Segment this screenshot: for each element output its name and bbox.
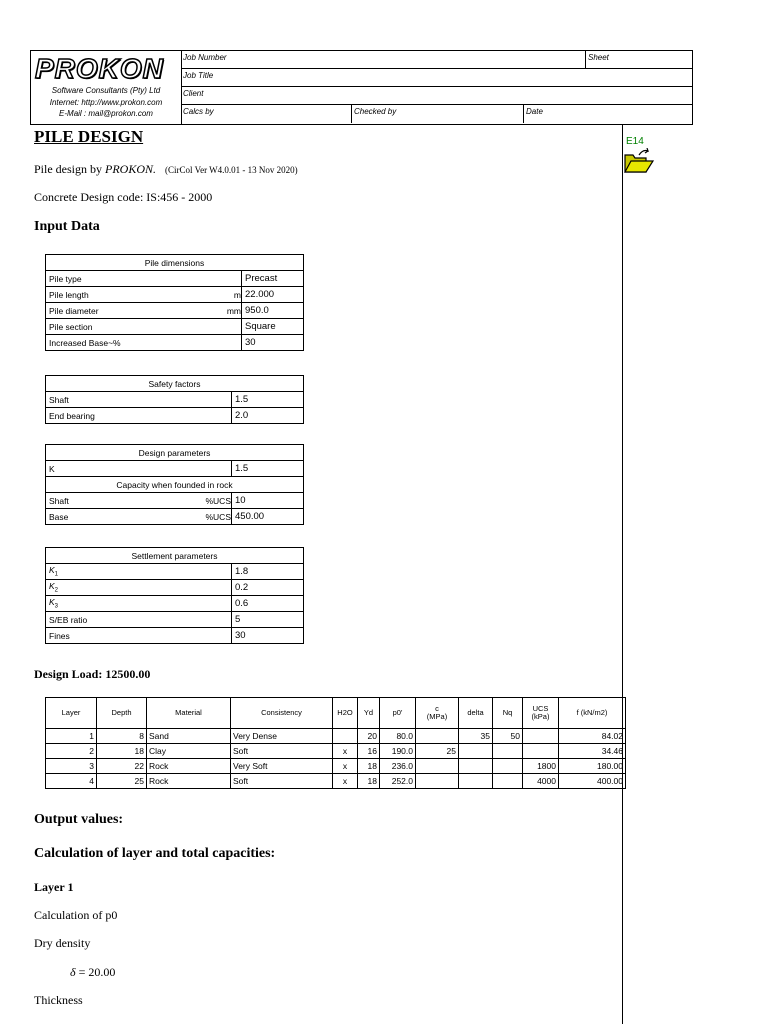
prokon-logo: PROKON	[35, 53, 164, 84]
safety-factors-table	[45, 375, 304, 424]
table-subtitle: Capacity when founded in rock	[46, 477, 304, 493]
calcs-row	[181, 105, 693, 123]
table-cell: 4	[46, 774, 97, 789]
table-row	[46, 729, 626, 744]
table-cell	[523, 744, 559, 759]
delta-equation	[70, 965, 115, 980]
table-cell: 16	[358, 744, 380, 759]
table-cell: 35	[459, 729, 493, 744]
row-value: 5	[232, 612, 304, 628]
k-letter: K	[49, 597, 55, 608]
row-value: 1.5	[232, 392, 304, 408]
row-value: 0.2	[232, 580, 304, 596]
table-cell	[459, 744, 493, 759]
row-label: Shaft	[46, 392, 232, 408]
row-label: Increased Base~%	[49, 337, 121, 348]
table-cell: 1	[46, 729, 97, 744]
table-cell: Very Dense	[231, 729, 333, 744]
delta-symbol: δ	[70, 965, 76, 979]
col-header: UCS (kPa)	[523, 698, 559, 729]
table-cell	[416, 759, 459, 774]
table-cell	[416, 729, 459, 744]
row-label: K	[46, 461, 232, 477]
table-cell: Soft	[231, 774, 333, 789]
row-label: Pile length	[49, 289, 89, 300]
row-unit: m	[233, 290, 241, 300]
job-number-row	[181, 51, 693, 69]
divider	[523, 105, 524, 123]
col-header: Depth	[97, 698, 147, 729]
col-header: f (kN/m2)	[559, 698, 626, 729]
table-cell: Clay	[147, 744, 231, 759]
row-label: Pile type	[49, 273, 82, 284]
row-label: End bearing	[46, 408, 232, 424]
table-title: Pile dimensions	[46, 255, 304, 271]
table-cell: 8	[97, 729, 147, 744]
row-value: 950.0	[242, 303, 304, 319]
table-cell: 84.02	[559, 729, 626, 744]
table-cell: Soft	[231, 744, 333, 759]
design-load: Design Load: 12500.00	[34, 667, 151, 681]
table-cell: 80.0	[380, 729, 416, 744]
row-label: Base	[49, 511, 69, 522]
table-row	[46, 580, 304, 596]
row-label	[46, 564, 232, 580]
table-row	[46, 759, 626, 774]
margin-top-line	[622, 124, 693, 125]
row-label: Fines	[46, 628, 232, 644]
table-cell: 50	[493, 729, 523, 744]
table-cell: 18	[358, 774, 380, 789]
table-row	[46, 461, 304, 477]
table-cell: 236.0	[380, 759, 416, 774]
company-name: Software Consultants (Pty) Ltd	[51, 86, 161, 95]
calculation-heading: Calculation of layer and total capacities:	[34, 846, 276, 861]
divider	[585, 51, 586, 69]
version-text: (CirCol Ver W4.0.01 - 13 Nov 2020)	[165, 165, 298, 175]
table-row	[46, 319, 304, 335]
row-value: 22.000	[242, 287, 304, 303]
table-cell: 25	[416, 744, 459, 759]
program-name: PROKON.	[105, 162, 156, 176]
table-cell: Rock	[147, 774, 231, 789]
divider	[351, 105, 352, 123]
row-value: 30	[232, 628, 304, 644]
table-row	[46, 628, 304, 644]
job-title-label: Job Title	[183, 71, 214, 80]
row-value: 2.0	[232, 408, 304, 424]
layer-1-heading: Layer 1	[34, 880, 74, 894]
table-cell: 34.46	[559, 744, 626, 759]
thickness-text: Thickness	[34, 993, 83, 1007]
table-cell: 180.00	[559, 759, 626, 774]
row-label: Shaft	[49, 495, 69, 506]
company-email: E-Mail : mail@prokon.com	[59, 109, 153, 118]
table-cell: 20	[358, 729, 380, 744]
row-value: 10	[232, 493, 304, 509]
table-cell: x	[333, 744, 358, 759]
table-cell	[523, 729, 559, 744]
row-label: Pile diameter	[49, 305, 99, 316]
table-row	[46, 335, 304, 351]
table-cell: 18	[97, 744, 147, 759]
row-unit: %UCS	[205, 512, 231, 522]
table-row	[46, 408, 304, 424]
k-letter: K	[49, 565, 55, 576]
right-margin-line	[622, 125, 623, 1024]
settlement-parameters-table	[45, 547, 304, 644]
dry-density-text: Dry density	[34, 936, 91, 950]
row-value: 30	[242, 335, 304, 351]
table-row	[46, 774, 626, 789]
row-label: Pile section	[49, 321, 93, 332]
table-cell: 22	[97, 759, 147, 774]
table-row	[46, 493, 304, 509]
col-header: delta	[459, 698, 493, 729]
row-unit: %UCS	[205, 496, 231, 506]
table-row	[46, 564, 304, 580]
open-folder-icon[interactable]	[624, 148, 654, 179]
design-parameters-table	[45, 444, 304, 525]
col-header: c (MPa)	[416, 698, 459, 729]
table-cell: x	[333, 759, 358, 774]
table-title: Design parameters	[46, 445, 304, 461]
client-label: Client	[183, 89, 204, 98]
soil-layers-table	[45, 697, 626, 789]
table-row	[46, 596, 304, 612]
k-subscript: 2	[54, 587, 59, 594]
calcs-by-label: Calcs by	[183, 107, 214, 116]
reference-code: E14	[626, 136, 644, 147]
table-cell: x	[333, 774, 358, 789]
sheet-label: Sheet	[588, 53, 609, 62]
col-header: H2O	[333, 698, 358, 729]
row-unit: mm	[226, 306, 241, 316]
col-header: Yd	[358, 698, 380, 729]
table-cell: 4000	[523, 774, 559, 789]
row-label: S/EB ratio	[46, 612, 232, 628]
table-row	[46, 509, 304, 525]
col-header: p0'	[380, 698, 416, 729]
delta-value: = 20.00	[75, 965, 116, 979]
k-letter: K	[49, 581, 55, 592]
table-cell: Rock	[147, 759, 231, 774]
intro-prefix: Pile design by	[34, 162, 105, 176]
client-row	[181, 87, 693, 105]
table-title: Settlement parameters	[46, 548, 304, 564]
table-header-row	[46, 698, 626, 729]
table-row	[46, 303, 304, 319]
row-value: 1.5	[232, 461, 304, 477]
table-cell	[333, 729, 358, 744]
row-label	[46, 596, 232, 612]
table-cell	[493, 759, 523, 774]
output-values-heading: Output values:	[34, 812, 124, 827]
table-cell: 25	[97, 774, 147, 789]
pile-dimensions-table	[45, 254, 304, 351]
table-row	[46, 271, 304, 287]
job-number-label: Job Number	[183, 53, 227, 62]
job-title-row	[181, 69, 693, 87]
soil-layers-body	[46, 729, 626, 789]
date-label: Date	[526, 107, 543, 116]
input-data-heading: Input Data	[34, 219, 100, 234]
table-cell	[459, 774, 493, 789]
table-cell: Very Soft	[231, 759, 333, 774]
table-cell: 400.00	[559, 774, 626, 789]
col-header: Material	[147, 698, 231, 729]
table-cell: 3	[46, 759, 97, 774]
row-value: 1.8	[232, 564, 304, 580]
col-header: Nq	[493, 698, 523, 729]
table-row	[46, 392, 304, 408]
intro-line	[34, 162, 298, 177]
table-cell: 252.0	[380, 774, 416, 789]
table-cell	[459, 759, 493, 774]
row-value: 0.6	[232, 596, 304, 612]
calc-p0-text: Calculation of p0	[34, 908, 118, 922]
table-cell	[493, 744, 523, 759]
design-code: Concrete Design code: IS:456 - 2000	[34, 190, 213, 204]
table-row	[46, 744, 626, 759]
col-header: Layer	[46, 698, 97, 729]
sheet-header	[30, 50, 693, 125]
checked-by-label: Checked by	[354, 107, 397, 116]
table-row	[46, 612, 304, 628]
table-title: Safety factors	[46, 376, 304, 392]
table-row	[46, 287, 304, 303]
table-cell	[493, 774, 523, 789]
row-label	[46, 580, 232, 596]
row-value: 450.00	[232, 509, 304, 525]
table-cell: Sand	[147, 729, 231, 744]
table-cell	[416, 774, 459, 789]
k-subscript: 3	[54, 603, 59, 610]
col-header: Consistency	[231, 698, 333, 729]
company-internet: Internet: http://www.prokon.com	[49, 98, 163, 107]
table-cell: 2	[46, 744, 97, 759]
k-subscript: 1	[54, 571, 59, 578]
table-cell: 1800	[523, 759, 559, 774]
row-value: Square	[242, 319, 304, 335]
row-value: Precast	[242, 271, 304, 287]
table-cell: 190.0	[380, 744, 416, 759]
page-title: PILE DESIGN	[34, 127, 144, 146]
logo-cell	[31, 51, 182, 124]
table-cell: 18	[358, 759, 380, 774]
